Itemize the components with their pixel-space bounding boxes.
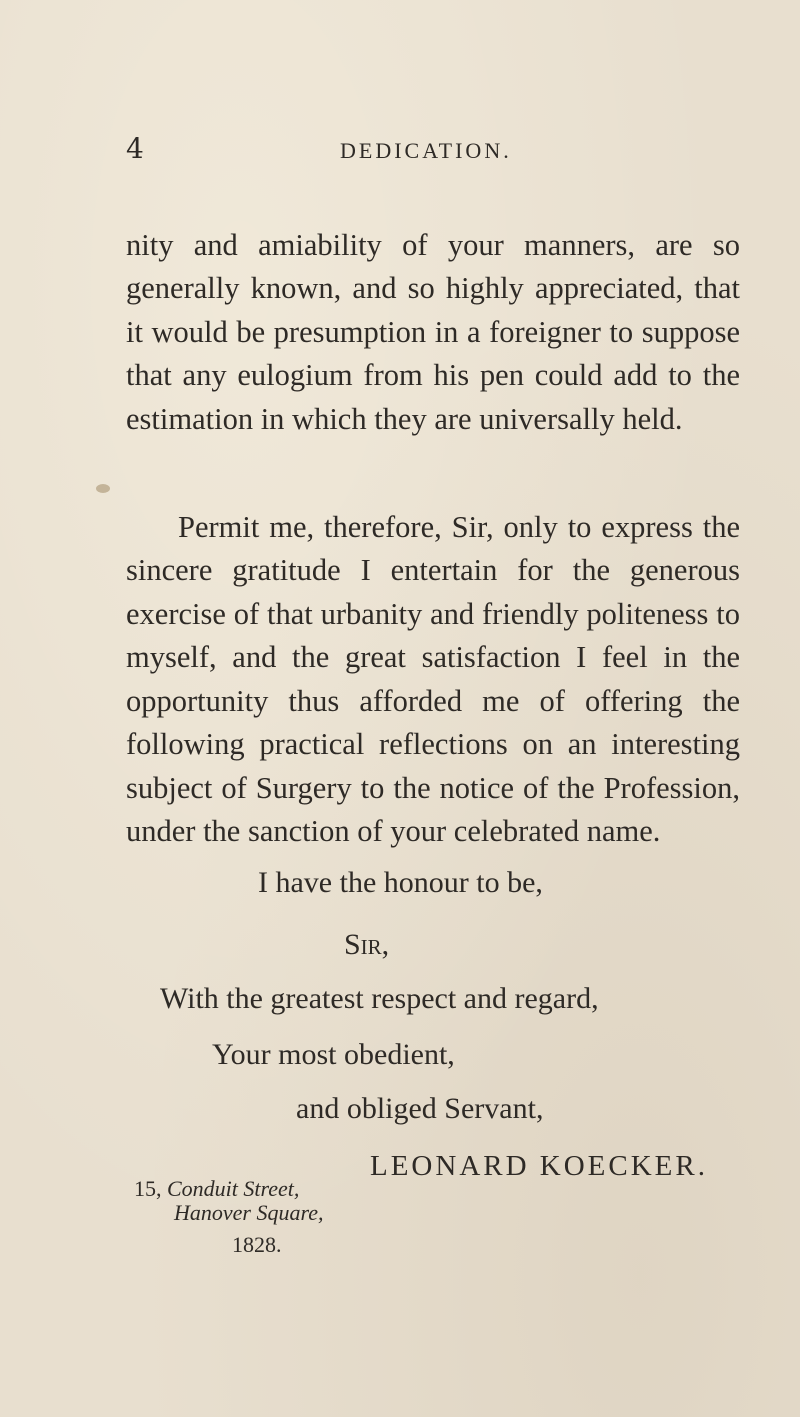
closing-line-respect: With the greatest respect and regard,	[160, 982, 599, 1015]
address-street-number: 15,	[134, 1176, 162, 1201]
closing-line-honour: I have the honour to be,	[258, 866, 543, 899]
page-title: DEDICATION.	[340, 138, 512, 163]
page-number: 4	[126, 132, 144, 165]
signature-name: LEONARD KOECKER.	[370, 1150, 708, 1182]
body-paragraph-2: Permit me, therefore, Sir, only to express the sincere gratitude I entertain for the generous exercise of that urbanity and friendly politeness to myself, and the great satisfaction I feel in the opportunity thus afforded me of offering the following practical reflections on an interesting subject of Surgery to the notice of the Profession, under the sanction of your celebrated name.	[126, 509, 740, 848]
body-paragraph-1: nity and amiability of your manners, are so generally known, and so highly appreciated, that it would be presumption in a foreigner to suppose that any eulogium from his pen could add to the estimation in which they are universally held.	[126, 227, 740, 436]
running-head	[0, 132, 800, 168]
address-year: 1828.	[232, 1232, 282, 1257]
closing-line-servant: and obliged Servant,	[296, 1092, 544, 1125]
address-street-name: Conduit Street,	[167, 1176, 300, 1201]
ink-spot	[96, 484, 110, 493]
closing-line-salutation: Sir,	[344, 928, 390, 961]
address-square: Hanover Square,	[174, 1200, 324, 1225]
address-street	[134, 1176, 299, 1202]
closing-line-obedient: Your most obedient,	[212, 1038, 455, 1071]
